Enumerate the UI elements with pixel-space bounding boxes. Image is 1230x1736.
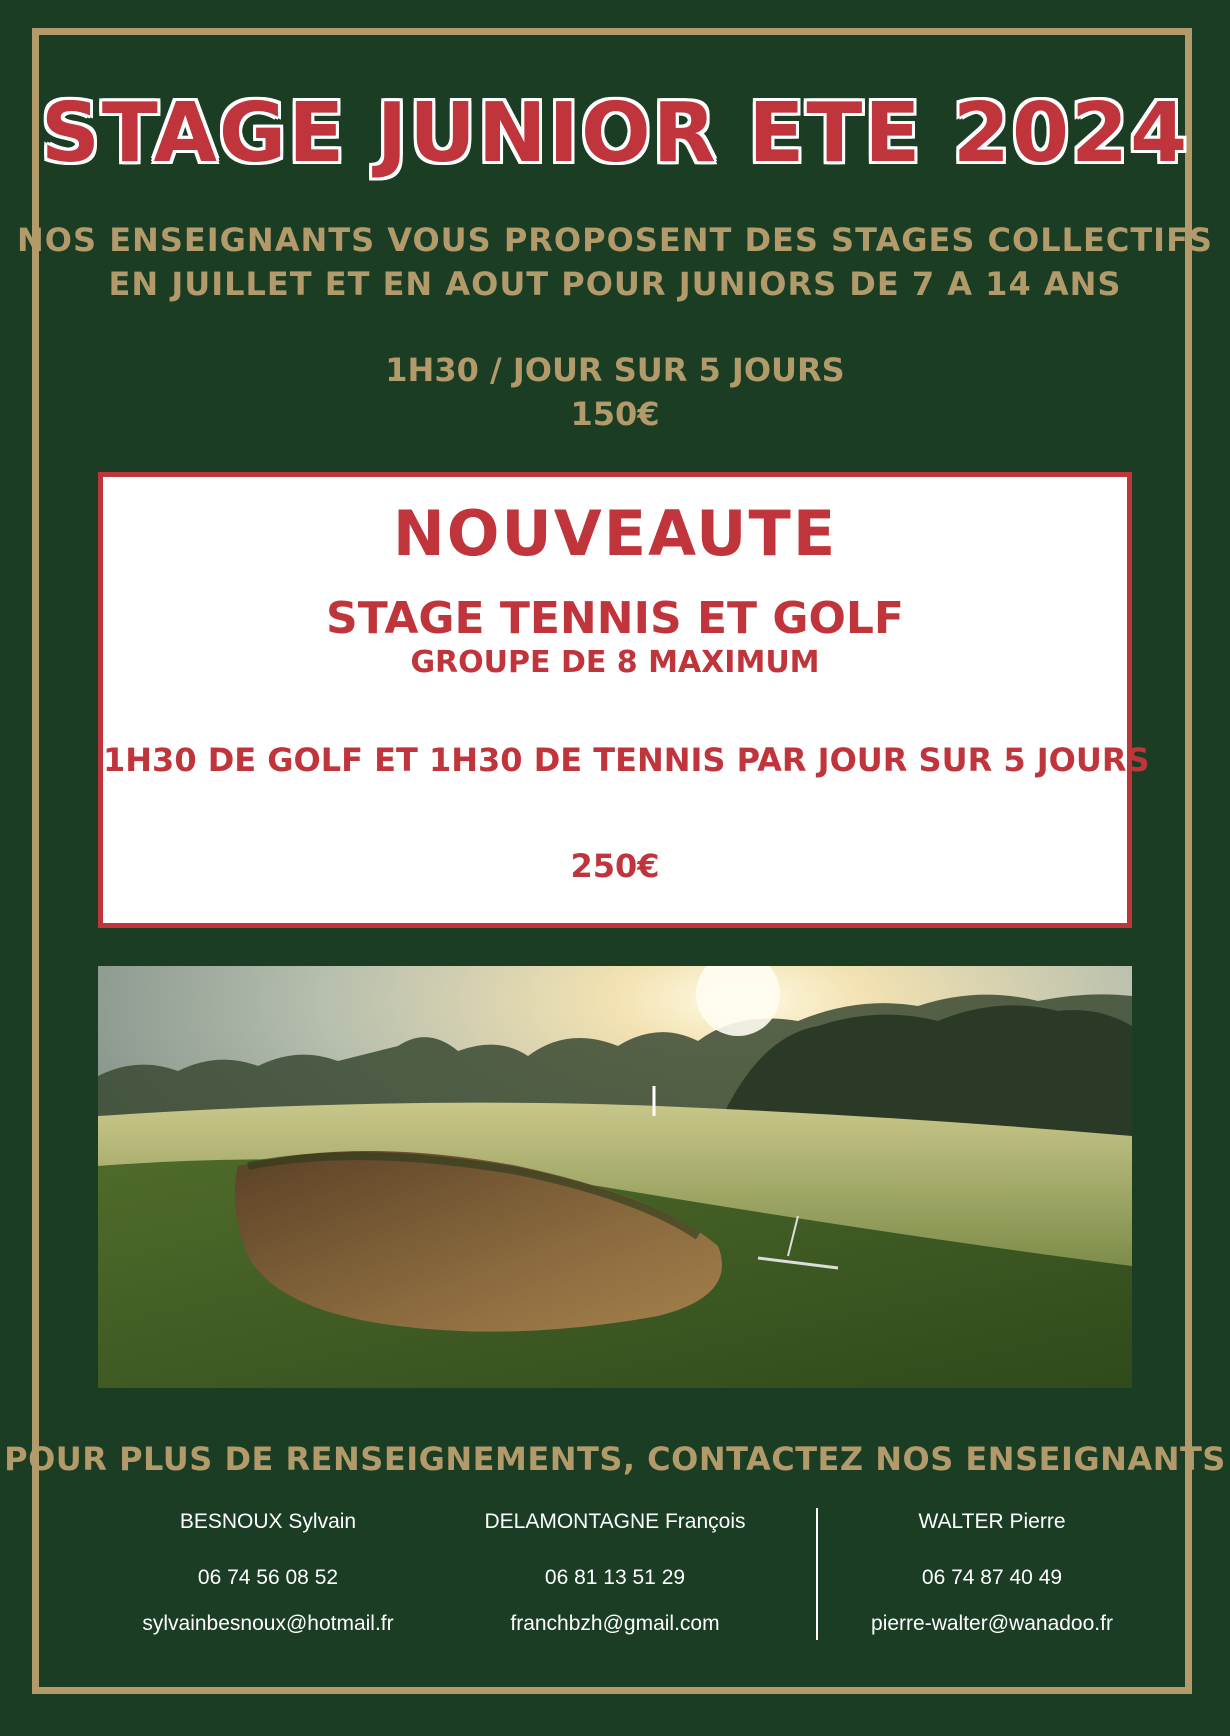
golf-course-photo <box>98 966 1132 1388</box>
intro-text <box>0 218 1230 306</box>
nouveaute-detail: 1H30 DE GOLF ET 1H30 DE TENNIS PAR JOUR SUR 5 JOURS <box>103 741 1150 779</box>
nouveaute-title: NOUVEAUTE <box>392 497 838 570</box>
nouveaute-subtitle: STAGE TENNIS ET GOLF <box>326 593 904 644</box>
intro-line-1: NOS ENSEIGNANTS VOUS PROPOSENT DES STAGES COLLECTIFS <box>17 221 1213 259</box>
contact-email[interactable]: pierre-walter@wanadoo.fr <box>871 1612 1113 1635</box>
contact-phone: 06 74 56 08 52 <box>197 1566 339 1589</box>
contact-name: BESNOUX Sylvain <box>179 1510 357 1533</box>
intro-line-2: EN JUILLET ET EN AOUT POUR JUNIORS DE 7 A 14 ANS <box>108 265 1122 303</box>
nouveaute-box <box>98 472 1150 928</box>
schedule-line: 1H30 / JOUR SUR 5 JOURS <box>385 351 845 389</box>
schedule-price: 150€ <box>570 395 660 433</box>
schedule-info <box>0 348 1230 436</box>
contact-name: DELAMONTAGNE François <box>484 1510 746 1533</box>
contact-email[interactable]: franchbzh@gmail.com <box>510 1612 720 1635</box>
contact-name: WALTER Pierre <box>918 1510 1066 1533</box>
contact-phone: 06 74 87 40 49 <box>921 1566 1063 1589</box>
contact-email[interactable]: sylvainbesnoux@hotmail.fr <box>142 1612 394 1635</box>
golf-course-image <box>98 966 1132 1388</box>
contacts-section <box>98 1508 1132 1640</box>
poster-title: STAGE JUNIOR ETE 2024 <box>40 86 1190 181</box>
nouveaute-price: 250€ <box>570 847 660 885</box>
nouveaute-group: GROUPE DE 8 MAXIMUM <box>410 645 820 680</box>
column-divider <box>816 1508 818 1640</box>
contact-phone: 06 81 13 51 29 <box>544 1566 686 1589</box>
contact-heading: POUR PLUS DE RENSEIGNEMENTS, CONTACTEZ NOS ENSEIGNANTS <box>4 1440 1226 1478</box>
